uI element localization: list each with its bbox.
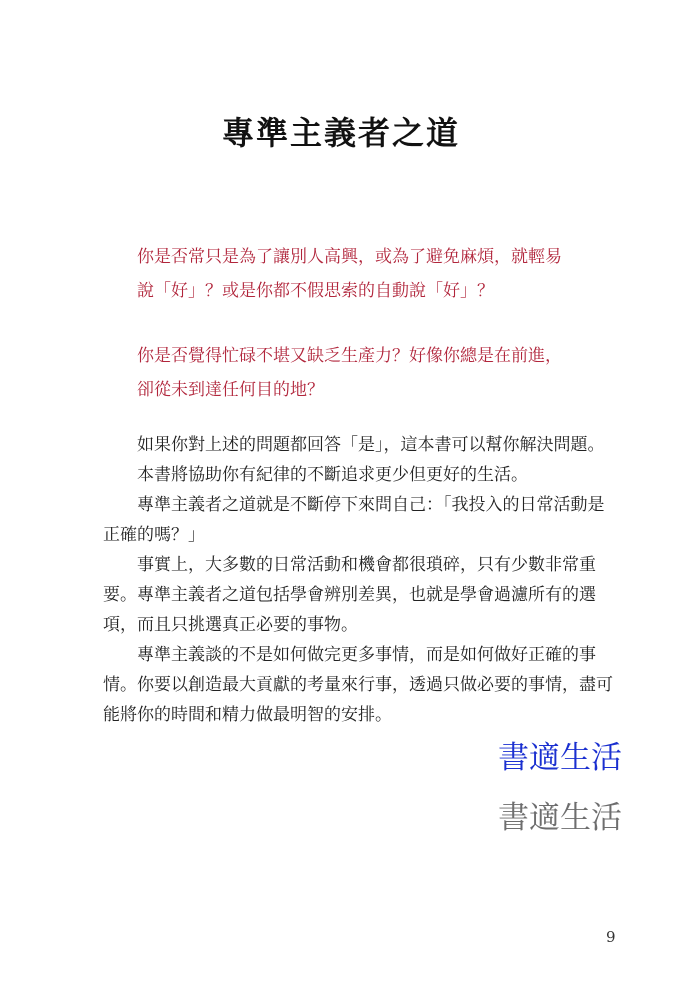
body-text (103, 430, 613, 730)
paragraph-2: 本書將協助你有紀律的不斷追求更少但更好的生活。 (137, 465, 528, 485)
paragraph-3: 專準主義者之道就是不斷停下來問自己：「我投入的日常活動是正確的嗎？」 (103, 495, 605, 545)
paragraph-4: 事實上，大多數的日常活動和機會都很瑣碎，只有少數非常重要。專準主義者之道包括學會辨別差異，也就是學會過濾所有的選項，而且只挑選真正必要的事物。 (103, 555, 596, 635)
question-2: 你是否覺得忙碌不堪又缺乏生產力？好像你總是在前進，卻從未到達任何目的地？ (137, 346, 562, 400)
question-1: 你是否常只是為了讓別人高興，或為了避免麻煩，就輕易說「好」？或是你都不假思索的自動說「好」？ (137, 247, 562, 301)
watermark-gray: 書適生活 (498, 800, 622, 836)
page-number: 9 (606, 928, 616, 946)
page-title: 專準主義者之道 (221, 114, 460, 152)
paragraph-1: 如果你對上述的問題都回答「是」，這本書可以幫你解決問題。 (137, 435, 605, 455)
intro-questions (137, 240, 577, 438)
watermark-blue: 書適生活 (498, 740, 622, 776)
paragraph-5: 專準主義談的不是如何做完更多事情，而是如何做好正確的事情。你要以創造最大貢獻的考量來行事，透過只做必要的事情，盡可能將你的時間和精力做最明智的安排。 (103, 645, 613, 725)
